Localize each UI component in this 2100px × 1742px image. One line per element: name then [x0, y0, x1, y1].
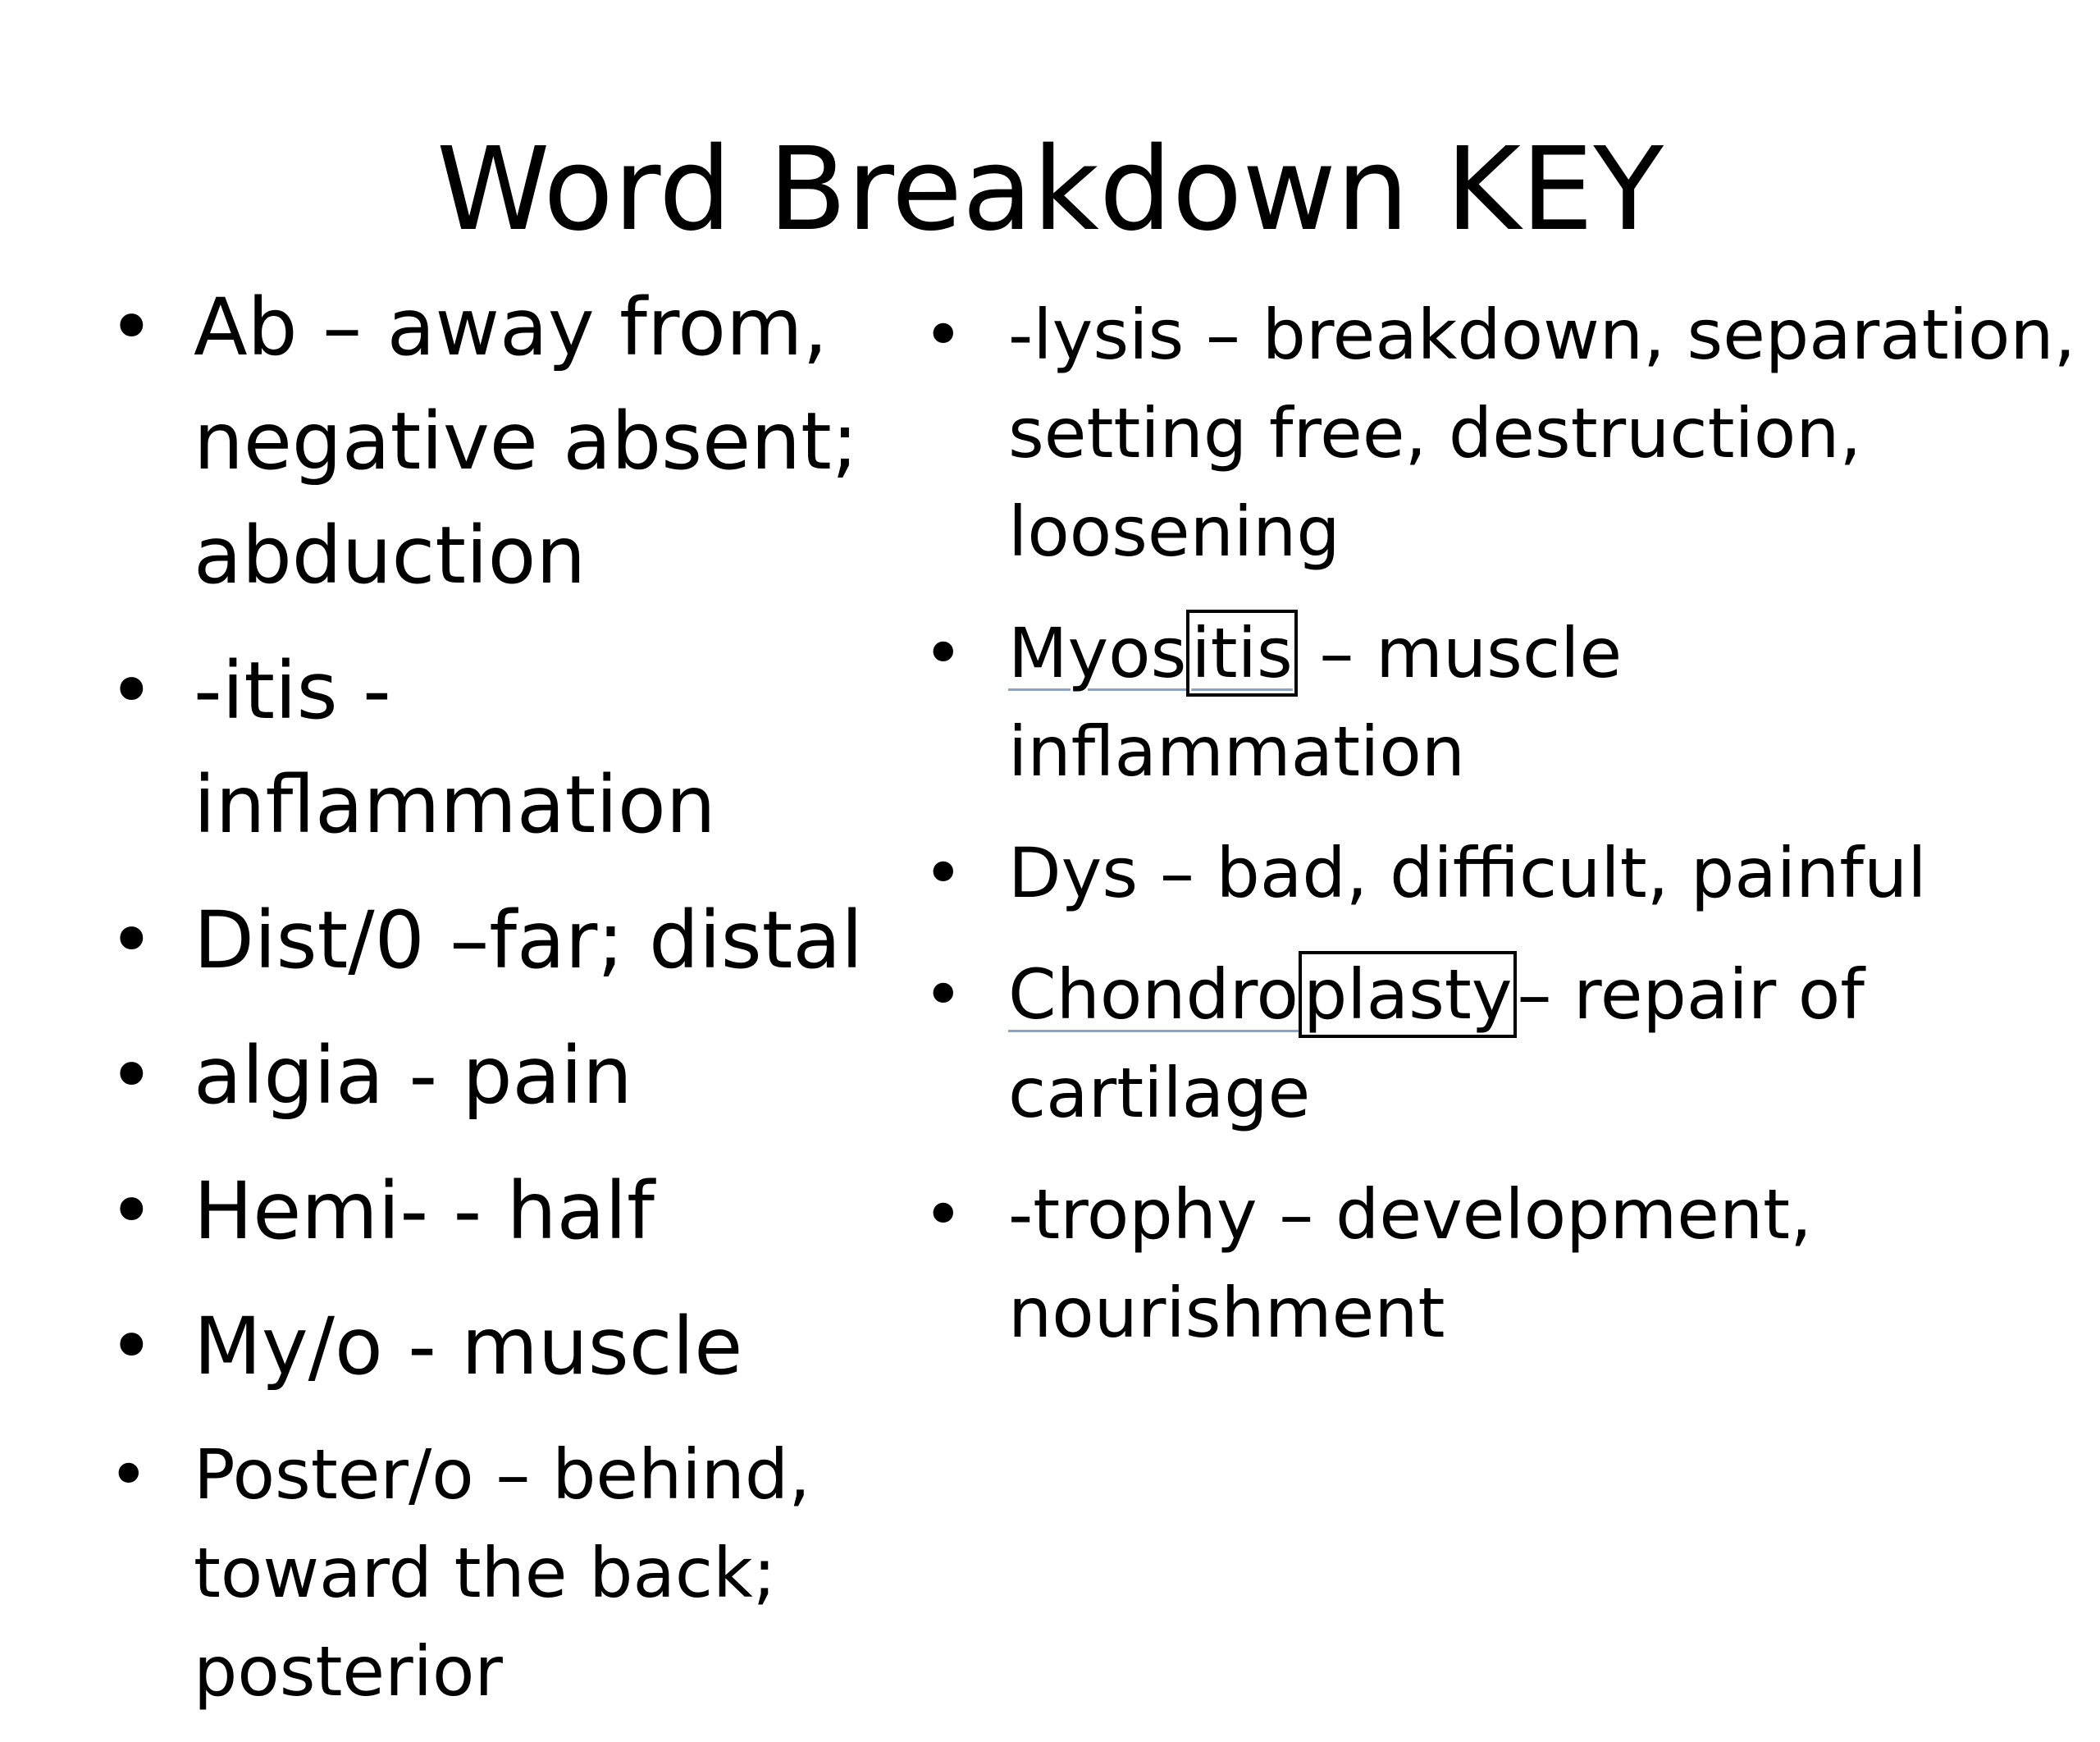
list-item — [923, 945, 2079, 1142]
term-itis: -itis - inflammation — [194, 645, 716, 851]
term-chondroplasty-suffix-box: plasty — [1299, 951, 1518, 1038]
term-myositis-definition: – muscle inflammation — [1008, 613, 1623, 792]
bullet-icon: • — [108, 1301, 155, 1392]
bullet-icon: • — [108, 1165, 155, 1257]
left-term-list — [108, 271, 937, 1742]
list-item — [108, 884, 937, 998]
bullet-icon: • — [923, 613, 964, 693]
bullet-icon: • — [108, 281, 155, 373]
slide-title: Word Breakdown KEY — [436, 123, 1664, 257]
term-ab: Ab – away from, negative absent; abduction — [194, 281, 859, 601]
term-myositis-suffix-box: itis — [1186, 610, 1297, 697]
term-chondroplasty-definition: – repair of cartilage — [1008, 954, 1865, 1133]
bullet-icon: • — [108, 1030, 155, 1122]
list-item — [923, 286, 2079, 581]
term-chondroplasty-root: Chondro — [1008, 954, 1299, 1035]
term-dist: Dist/0 –far; distal — [194, 894, 863, 986]
list-item — [108, 1019, 937, 1133]
bullet-icon: • — [923, 833, 964, 913]
term-algia: algia - pain — [194, 1030, 632, 1122]
list-item — [923, 824, 2079, 922]
bullet-icon: • — [923, 954, 964, 1035]
bullet-icon: • — [108, 1434, 149, 1515]
term-lysis: -lysis – breakdown, separation, setting free, destruction, loosening — [1008, 295, 2076, 572]
term-myo: My/o - muscle — [194, 1301, 743, 1392]
bullet-icon: • — [923, 295, 964, 375]
term-dys: Dys – bad, difficult, painful — [1008, 833, 1927, 913]
list-item — [108, 1154, 937, 1269]
term-postero: Poster/o – behind, toward the back; posterior — [194, 1434, 810, 1712]
right-term-list — [923, 286, 2079, 1385]
list-item — [923, 604, 2079, 801]
list-item — [108, 634, 937, 862]
list-item — [108, 271, 937, 613]
term-trophy: -trophy – development, nourishment — [1008, 1174, 1812, 1353]
list-item — [108, 1425, 937, 1721]
bullet-icon: • — [108, 645, 155, 737]
list-item — [923, 1165, 2079, 1362]
term-hemi: Hemi- - half — [194, 1165, 655, 1257]
bullet-icon: • — [923, 1174, 964, 1255]
bullet-icon: • — [108, 894, 155, 986]
term-myositis-root: Myos — [1008, 613, 1187, 693]
list-item — [108, 1290, 937, 1404]
